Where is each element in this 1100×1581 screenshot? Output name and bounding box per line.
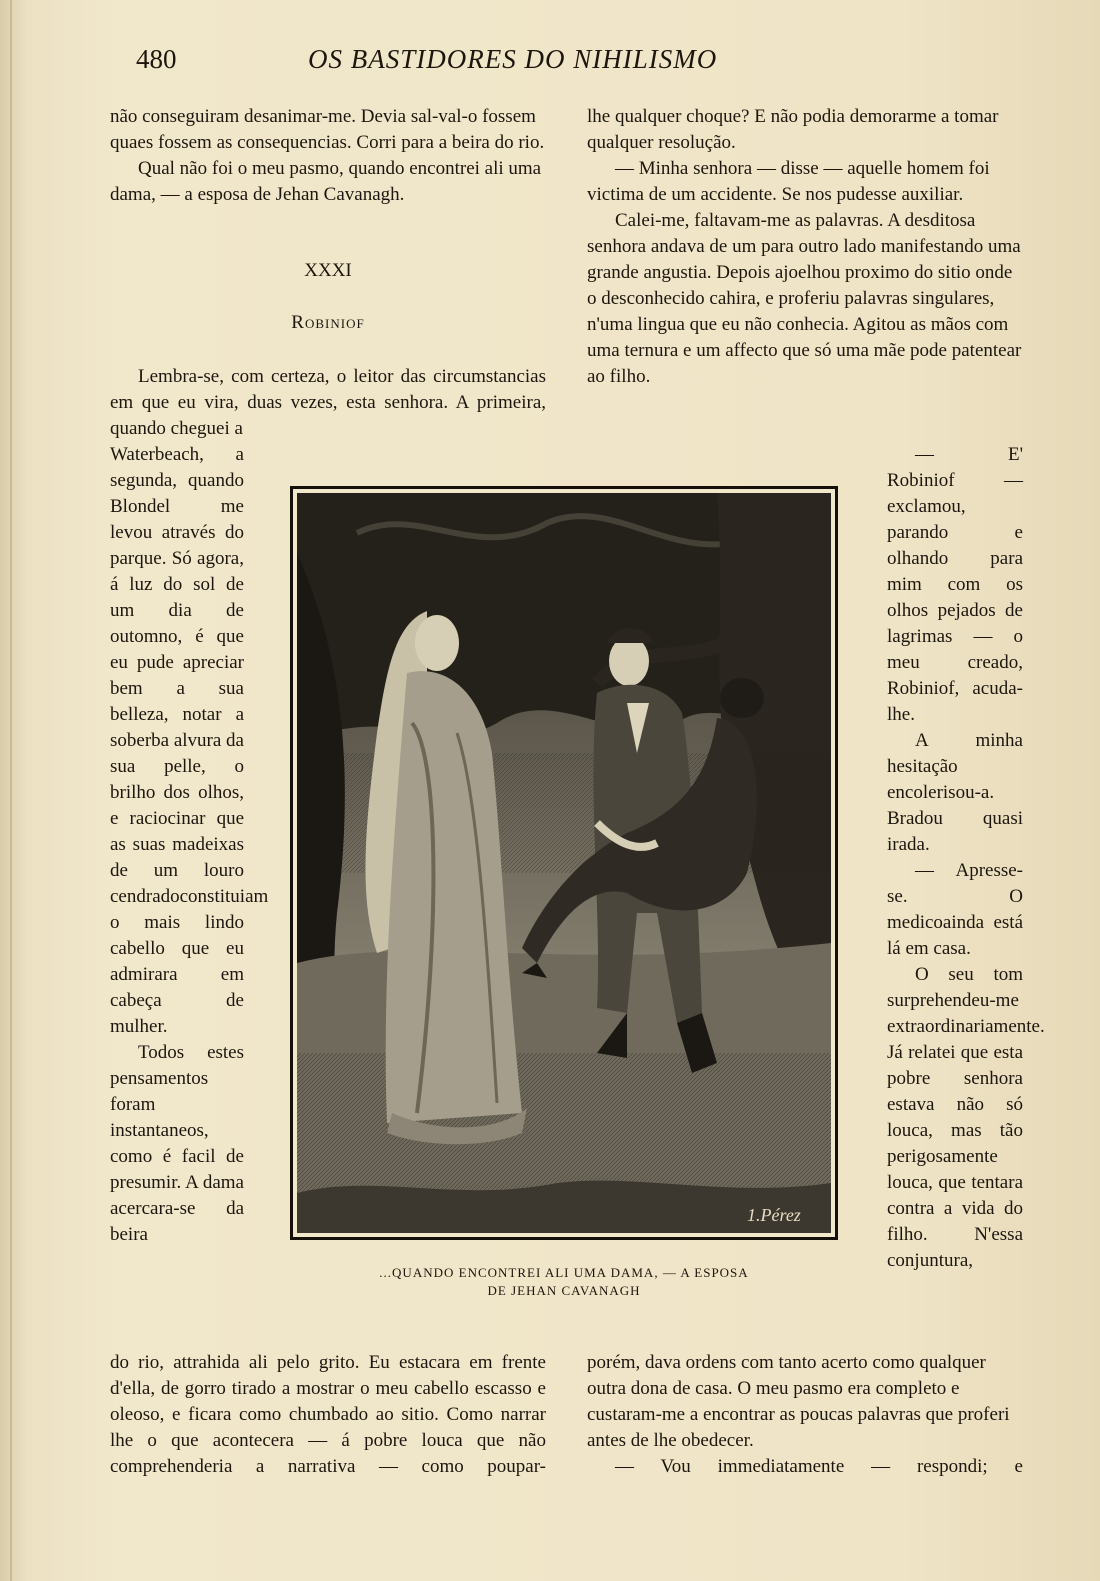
left-narrow-column [110,442,269,1248]
paragraph: — Minha senhora — disse — aquelle homem foi victima de um accidente. Se nos pudesse auxiliar. [587,158,990,205]
paragraph: não conseguiram desanimar-me. Devia sal-val-o fossem quaes fossem as consequencias. Corri para a beira do rio. [110,106,545,153]
paragraph: — Vou immediatamente — respondi; e [615,1456,1023,1477]
caption-line: ...QUANDO ENCONTREI ALI UMA DAMA, — A ESPOSA [379,1265,749,1280]
paragraph: Qual não foi o meu pasmo, quando encontrei ali uma dama, — a esposa de Jehan Cavanagh. [110,158,542,205]
left-column-bottom [110,1350,546,1480]
paragraph: O seu tom surprehendeu-me extraordinariamente. Já relatei que esta pobre senhora estava não só louca, mas tão perigosamente louca, que tentara contra a vida do filho. N'essa conjuntura, [887,964,1045,1271]
paragraph: Waterbeach, a segunda, quando Blondel me levou através do parque. Só agora, á luz do sol de um dia de outomno, é que eu pude apreciar bem a sua belleza, notar a soberba alvura da sua pelle, o brilho dos olhos, e raciocinar que as suas madeixas de um louro cendradoconstituiam o mais lindo cabello que eu admirara em cabeça de mulher. [110,444,269,1037]
right-narrow-column [887,442,1045,1274]
artist-signature: 1.Pérez [747,1205,801,1225]
illustration-caption [290,1264,838,1300]
running-title: OS BASTIDORES DO NIHILISMO [308,44,718,74]
paragraph: lhe qualquer choque? E não podia demorarme a tomar qualquer resolução. [587,106,999,153]
page-number: 480 [136,44,177,74]
chapter-number: XXXI [304,260,352,281]
engraving-image [297,493,831,1233]
paragraph: — Apresse-se. O medicoainda está lá em casa. [887,860,1023,959]
paragraph: — E' Robiniof — exclamou, parando e olhando para mim com os olhos pejados de lagrimas — o meu creado, Robiniof, acuda-lhe. [887,444,1023,725]
paragraph: do rio, attrahida ali pelo grito. Eu estacara em frente d'ella, de gorro tirado a mostrar o meu cabello escasso e oleoso, e ficara como chumbado ao sitio. Como narrar lhe o que acontecera — á pobre louca que não comprehenderia a narrativa — como poupar- [110,1352,546,1477]
left-column-top [110,104,546,208]
right-column-top [587,104,1023,390]
illustration [290,486,838,1240]
paragraph: A minha hesitação encolerisou-a. Bradou quasi irada. [887,730,1023,855]
page-gutter [10,0,12,1581]
paragraph: porém, dava ordens com tanto acerto como qualquer outra dona de casa. O meu pasmo era completo e custaram-me a encontrar as poucas palavras que proferi antes de lhe obedecer. [587,1352,1010,1451]
paragraph: Todos estes pensamentos foram instantaneos, como é facil de presumir. A dama acercara-se da beira [110,1042,244,1245]
right-column-bottom [587,1350,1023,1480]
paragraph: Calei-me, faltavam-me as palavras. A desditosa senhora andava de um para outro lado manifestando uma grande angustia. Depois ajoelhou proximo do sitio onde o desconhecido cahira, e proferiu palavras singulares, n'uma lingua que eu não conhecia. Agitou as mãos com uma ternura e um affecto que só uma mãe pode patentear ao filho. [587,210,1022,387]
chapter-title: Robiniof [291,312,365,333]
left-column-middle [110,364,546,442]
caption-line: DE JEHAN CAVANAGH [487,1283,641,1298]
paragraph: Lembra-se, com certeza, o leitor das circumstancias em que eu vira, duas vezes, esta senhora. A primeira, quando cheguei a [110,366,546,439]
